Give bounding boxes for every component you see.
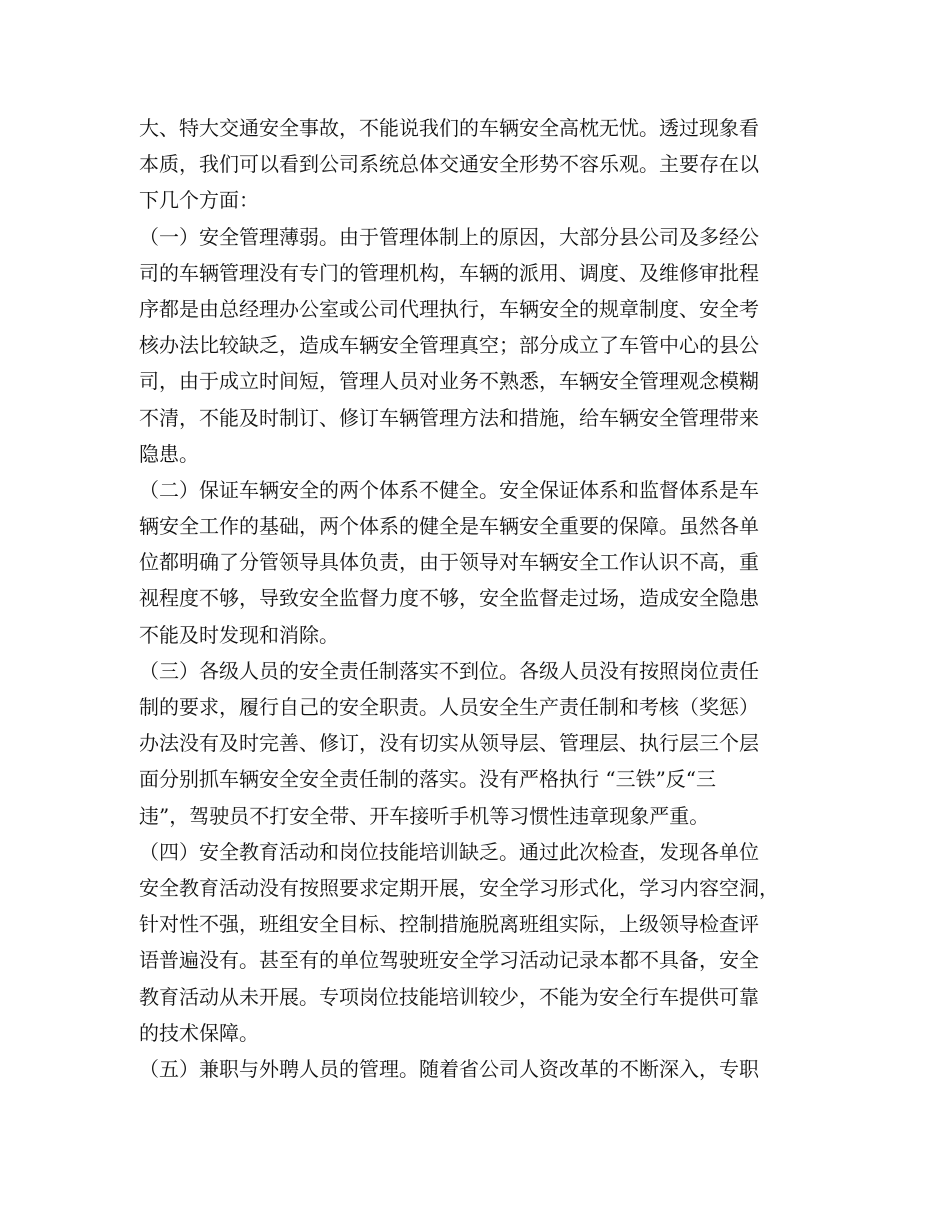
text-line: 位都明确了分管领导具体负责，由于领导对车辆安全工作认识不高，重 [139, 550, 759, 575]
text-line: 违”，驾驶员不打安全带、开车接听手机等习惯性违章现象严重。 [139, 803, 710, 828]
text-line: 面分别抓车辆安全安全责任制的落实。没有严格执行 “三铁”反“三 [139, 767, 717, 792]
text-line: 本质，我们可以看到公司系统总体交通安全形势不容乐观。主要存在以 [139, 152, 759, 177]
text-line: 隐患。 [139, 441, 199, 466]
text-line: 语普遍没有。甚至有的单位驾驶班安全学习活动记录本都不具备，安全 [139, 948, 759, 973]
text-line: 司的车辆管理没有专门的管理机构，车辆的派用、调度、及维修审批程 [139, 260, 759, 285]
text-line: 教育活动从未开展。专项岗位技能培训较少，不能为安全行车提供可靠 [139, 984, 759, 1009]
text-line: 针对性不强，班组安全目标、控制措施脱离班组实际，上级领导检查评 [139, 912, 759, 937]
text-line: 安全教育活动没有按照要求定期开展，安全学习形式化，学习内容空洞， [139, 875, 779, 900]
text-line: 视程度不够，导致安全监督力度不够，安全监督走过场，造成安全隐患 [139, 586, 759, 611]
text-line: 制的要求，履行自己的安全职责。人员安全生产责任制和考核（奖惩） [139, 695, 759, 719]
text-line: 办法没有及时完善、修订，没有切实从领导层、管理层、执行层三个层 [139, 731, 759, 756]
text-line: （一）安全管理薄弱。由于管理体制上的原因，大部分县公司及多经公 [139, 224, 759, 249]
text-line: （五）兼职与外聘人员的管理。随着省公司人资改革的不断深入，专职 [139, 1056, 759, 1081]
text-line: 司，由于成立时间短，管理人员对业务不熟悉，车辆安全管理观念模糊 [139, 369, 759, 394]
text-line: （二）保证车辆安全的两个体系不健全。安全保证体系和监督体系是车 [139, 477, 759, 502]
text-line: 大、特大交通安全事故，不能说我们的车辆安全高枕无忧。透过现象看 [139, 116, 759, 140]
text-line: 序都是由总经理办公室或公司代理执行，车辆安全的规章制度、安全考 [139, 296, 759, 321]
text-line: 不能及时发现和消除。 [139, 622, 339, 647]
text-line: 核办法比较缺乏，造成车辆安全管理真空；部分成立了车管中心的县公 [139, 333, 759, 358]
document-body [139, 110, 829, 1087]
text-line: （四）安全教育活动和岗位技能培训缺乏。通过此次检查，发现各单位 [139, 839, 759, 864]
text-line: 的技术保障。 [139, 1020, 259, 1045]
text-line: 不清，不能及时制订、修订车辆管理方法和措施，给车辆安全管理带来 [139, 405, 759, 430]
text-line: 下几个方面： [139, 188, 259, 213]
text-line: 辆安全工作的基础，两个体系的健全是车辆安全重要的保障。虽然各单 [139, 514, 759, 539]
text-line: （三）各级人员的安全责任制落实不到位。各级人员没有按照岗位责任 [139, 658, 759, 683]
